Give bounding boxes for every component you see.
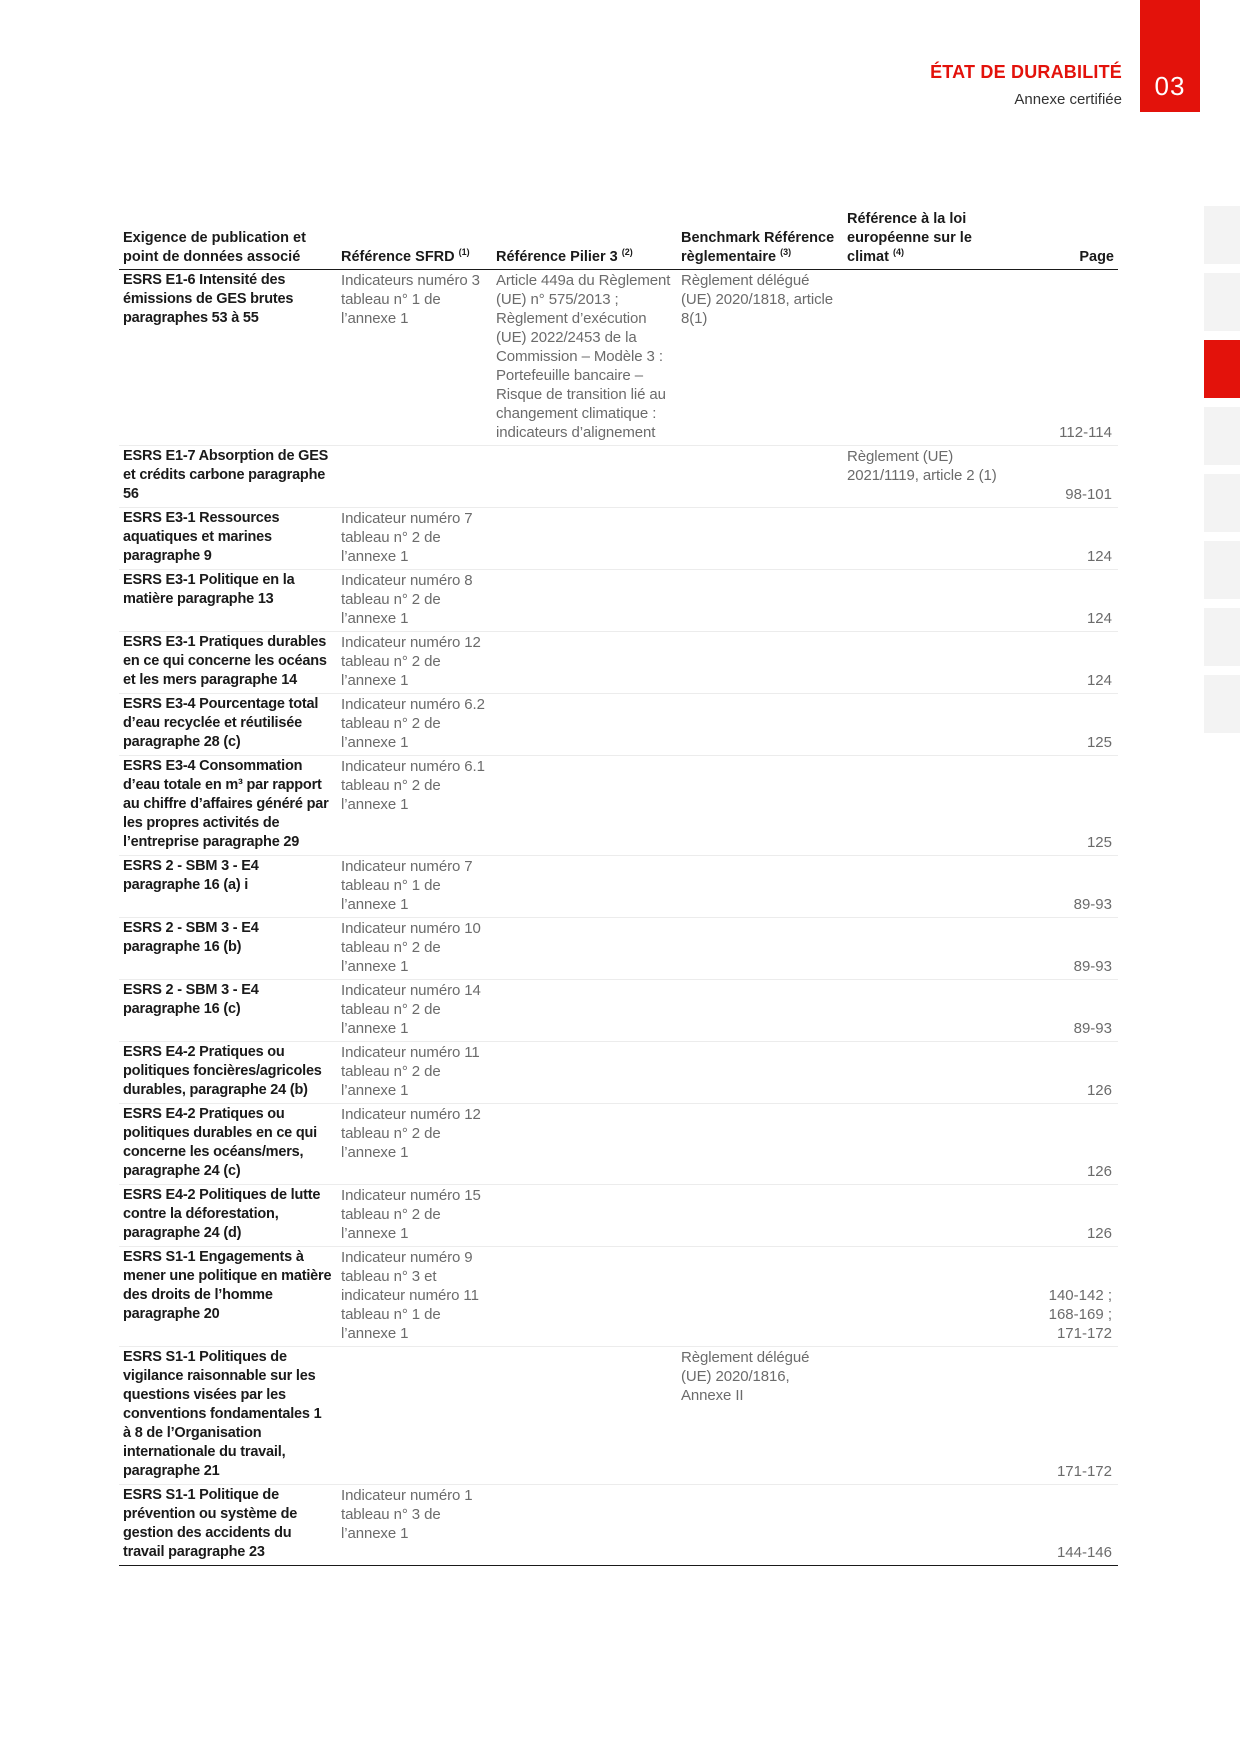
cell-climate-law-reference	[843, 1485, 1009, 1566]
cell-climate-law-reference	[843, 570, 1009, 632]
side-tab-active[interactable]	[1204, 340, 1240, 398]
table-row	[119, 1185, 1118, 1247]
table-row	[119, 1042, 1118, 1104]
cell-requirement: ESRS E3-1 Politique en la matière paragraphe 13	[119, 570, 337, 632]
footnote-marker: (3)	[780, 247, 792, 258]
section-title: ÉTAT DE DURABILITÉ	[930, 62, 1122, 82]
cell-climate-law-reference	[843, 856, 1009, 918]
cell-sfrd-reference: Indicateur numéro 9 tableau n° 3 et indicateur numéro 11 tableau n° 1 de l’annexe 1	[337, 1247, 492, 1347]
side-tab[interactable]	[1204, 474, 1240, 532]
footnote-marker: (4)	[892, 247, 904, 258]
chapter-number-tab	[1140, 0, 1200, 112]
table-row	[119, 1347, 1118, 1485]
table-row	[119, 694, 1118, 756]
cell-benchmark-reference	[677, 446, 843, 508]
cell-sfrd-reference: Indicateur numéro 6.2 tableau n° 2 de l’annexe 1	[337, 694, 492, 756]
cell-benchmark-reference	[677, 1247, 843, 1347]
cell-climate-law-reference	[843, 1347, 1009, 1485]
cell-page: 126	[1009, 1104, 1118, 1185]
header-climate-law: Référence à la loi européenne sur le climat $^{(4)}$	[843, 210, 1009, 270]
cell-sfrd-reference: Indicateur numéro 10 tableau n° 2 de l’annexe 1	[337, 918, 492, 980]
cell-requirement: ESRS E4-2 Politiques de lutte contre la déforestation, paragraphe 24 (d)	[119, 1185, 337, 1247]
cell-benchmark-reference	[677, 918, 843, 980]
cell-pilier-3-reference: Article 449a du Règlement (UE) n° 575/2013 ; Règlement d’exécution (UE) 2022/2453 de la Commission – Modèle 3 : Portefeuille bancaire – Risque de transition lié au changement climatique : indicateurs d’alignement	[492, 270, 677, 446]
cell-pilier-3-reference	[492, 1485, 677, 1566]
cell-pilier-3-reference	[492, 1104, 677, 1185]
cell-climate-law-reference	[843, 918, 1009, 980]
table-row	[119, 570, 1118, 632]
cell-page: 126	[1009, 1042, 1118, 1104]
cell-requirement: ESRS E1-6 Intensité des émissions de GES brutes paragraphes 53 à 55	[119, 270, 337, 446]
cell-page: 125	[1009, 694, 1118, 756]
cell-page: 124	[1009, 570, 1118, 632]
cell-benchmark-reference	[677, 856, 843, 918]
cell-sfrd-reference: Indicateur numéro 6.1 tableau n° 2 de l’annexe 1	[337, 756, 492, 856]
cell-requirement: ESRS S1-1 Politique de prévention ou système de gestion des accidents du travail paragraphe 23	[119, 1485, 337, 1566]
cell-page: 124	[1009, 508, 1118, 570]
cell-climate-law-reference	[843, 632, 1009, 694]
cell-requirement: ESRS S1-1 Engagements à mener une politique en matière des droits de l’homme paragraphe 20	[119, 1247, 337, 1347]
cell-sfrd-reference: Indicateur numéro 1 tableau n° 3 de l’annexe 1	[337, 1485, 492, 1566]
cell-climate-law-reference	[843, 270, 1009, 446]
cell-page: 98-101	[1009, 446, 1118, 508]
cell-benchmark-reference	[677, 1485, 843, 1566]
cell-sfrd-reference: Indicateur numéro 8 tableau n° 2 de l’annexe 1	[337, 570, 492, 632]
cell-sfrd-reference: Indicateur numéro 7 tableau n° 2 de l’annexe 1	[337, 508, 492, 570]
table-row	[119, 508, 1118, 570]
side-tab[interactable]	[1204, 273, 1240, 331]
cell-sfrd-reference: Indicateur numéro 12 tableau n° 2 de l’annexe 1	[337, 1104, 492, 1185]
cell-sfrd-reference: Indicateur numéro 12 tableau n° 2 de l’annexe 1	[337, 632, 492, 694]
cell-climate-law-reference: Règlement (UE) 2021/1119, article 2 (1)	[843, 446, 1009, 508]
cell-page: 144-146	[1009, 1485, 1118, 1566]
cell-benchmark-reference	[677, 694, 843, 756]
header-sfrd: Référence SFRD $^{(1)}$	[337, 210, 492, 270]
cell-pilier-3-reference	[492, 508, 677, 570]
cell-requirement: ESRS 2 - SBM 3 - E4 paragraphe 16 (c)	[119, 980, 337, 1042]
side-tab[interactable]	[1204, 541, 1240, 599]
cell-pilier-3-reference	[492, 1185, 677, 1247]
header-benchmark: Benchmark Référence règlementaire $^{(3)}$	[677, 210, 843, 270]
cell-benchmark-reference	[677, 980, 843, 1042]
cell-pilier-3-reference	[492, 446, 677, 508]
table-row	[119, 856, 1118, 918]
cell-benchmark-reference	[677, 508, 843, 570]
cell-requirement: ESRS E3-4 Pourcentage total d’eau recyclée et réutilisée paragraphe 28 (c)	[119, 694, 337, 756]
cell-page: 126	[1009, 1185, 1118, 1247]
chapter-number: 03	[1154, 71, 1186, 101]
side-navigation-tabs	[1204, 206, 1240, 742]
cell-pilier-3-reference	[492, 1347, 677, 1485]
cell-requirement: ESRS E4-2 Pratiques ou politiques durables en ce qui concerne les océans/mers, paragraphe 24 (c)	[119, 1104, 337, 1185]
cell-climate-law-reference	[843, 1042, 1009, 1104]
cell-climate-law-reference	[843, 980, 1009, 1042]
table-body	[119, 270, 1118, 1566]
cell-sfrd-reference	[337, 446, 492, 508]
header-pilier-3: Référence Pilier 3 $^{(2)}$	[492, 210, 677, 270]
header-requirement: Exigence de publication et point de données associé	[119, 210, 337, 270]
cell-page: 112-114	[1009, 270, 1118, 446]
cell-climate-law-reference	[843, 1104, 1009, 1185]
side-tab[interactable]	[1204, 407, 1240, 465]
cell-page: 89-93	[1009, 980, 1118, 1042]
cell-sfrd-reference: Indicateurs numéro 3 tableau n° 1 de l’annexe 1	[337, 270, 492, 446]
cell-requirement: ESRS 2 - SBM 3 - E4 paragraphe 16 (b)	[119, 918, 337, 980]
cell-climate-law-reference	[843, 756, 1009, 856]
cell-requirement: ESRS E3-1 Ressources aquatiques et marines paragraphe 9	[119, 508, 337, 570]
cell-benchmark-reference	[677, 756, 843, 856]
cell-climate-law-reference	[843, 508, 1009, 570]
cell-climate-law-reference	[843, 694, 1009, 756]
cell-requirement: ESRS E3-4 Consommation d’eau totale en m³ par rapport au chiffre d’affaires généré par les propres activités de l’entreprise paragraphe 29	[119, 756, 337, 856]
cell-benchmark-reference	[677, 1104, 843, 1185]
cell-benchmark-reference	[677, 632, 843, 694]
cell-sfrd-reference	[337, 1347, 492, 1485]
cell-sfrd-reference: Indicateur numéro 14 tableau n° 2 de l’annexe 1	[337, 980, 492, 1042]
cell-page: 171-172	[1009, 1347, 1118, 1485]
cell-pilier-3-reference	[492, 632, 677, 694]
cell-benchmark-reference	[677, 1185, 843, 1247]
table-row	[119, 632, 1118, 694]
side-tab[interactable]	[1204, 608, 1240, 666]
cell-page: 89-93	[1009, 918, 1118, 980]
cell-sfrd-reference: Indicateur numéro 11 tableau n° 2 de l’annexe 1	[337, 1042, 492, 1104]
cell-pilier-3-reference	[492, 694, 677, 756]
table-row	[119, 756, 1118, 856]
footnote-marker: (1)	[458, 247, 470, 258]
cell-benchmark-reference: Règlement délégué (UE) 2020/1818, article 8(1)	[677, 270, 843, 446]
cell-pilier-3-reference	[492, 1042, 677, 1104]
section-subtitle: Annexe certifiée	[1014, 91, 1122, 108]
datapoints-reference-table	[119, 210, 1118, 1566]
cell-requirement: ESRS S1-1 Politiques de vigilance raisonnable sur les questions visées par les conventions fondamentales 1 à 8 de l’Organisation internationale du travail, paragraphe 21	[119, 1347, 337, 1485]
table-row	[119, 270, 1118, 446]
side-tab[interactable]	[1204, 675, 1240, 733]
header-page: Page	[1009, 210, 1118, 270]
cell-pilier-3-reference	[492, 1247, 677, 1347]
cell-page: 125	[1009, 756, 1118, 856]
cell-climate-law-reference	[843, 1185, 1009, 1247]
cell-pilier-3-reference	[492, 570, 677, 632]
table-row	[119, 446, 1118, 508]
cell-requirement: ESRS E4-2 Pratiques ou politiques foncières/agricoles durables, paragraphe 24 (b)	[119, 1042, 337, 1104]
cell-pilier-3-reference	[492, 918, 677, 980]
cell-requirement: ESRS 2 - SBM 3 - E4 paragraphe 16 (a) i	[119, 856, 337, 918]
cell-sfrd-reference: Indicateur numéro 7 tableau n° 1 de l’annexe 1	[337, 856, 492, 918]
table-row	[119, 980, 1118, 1042]
cell-benchmark-reference	[677, 570, 843, 632]
cell-pilier-3-reference	[492, 756, 677, 856]
cell-page: 140-142 ; 168-169 ; 171-172	[1009, 1247, 1118, 1347]
cell-climate-law-reference	[843, 1247, 1009, 1347]
cell-benchmark-reference: Règlement délégué (UE) 2020/1816, Annexe II	[677, 1347, 843, 1485]
cell-requirement: ESRS E3-1 Pratiques durables en ce qui concerne les océans et les mers paragraphe 14	[119, 632, 337, 694]
cell-sfrd-reference: Indicateur numéro 15 tableau n° 2 de l’annexe 1	[337, 1185, 492, 1247]
table-row	[119, 1247, 1118, 1347]
cell-requirement: ESRS E1-7 Absorption de GES et crédits carbone paragraphe 56	[119, 446, 337, 508]
cell-page: 89-93	[1009, 856, 1118, 918]
table-row	[119, 918, 1118, 980]
cell-benchmark-reference	[677, 1042, 843, 1104]
cell-pilier-3-reference	[492, 980, 677, 1042]
cell-page: 124	[1009, 632, 1118, 694]
cell-pilier-3-reference	[492, 856, 677, 918]
table-row	[119, 1485, 1118, 1566]
footnote-marker: (2)	[621, 247, 633, 258]
table-row	[119, 1104, 1118, 1185]
table-header-row	[119, 210, 1118, 270]
side-tab[interactable]	[1204, 206, 1240, 264]
